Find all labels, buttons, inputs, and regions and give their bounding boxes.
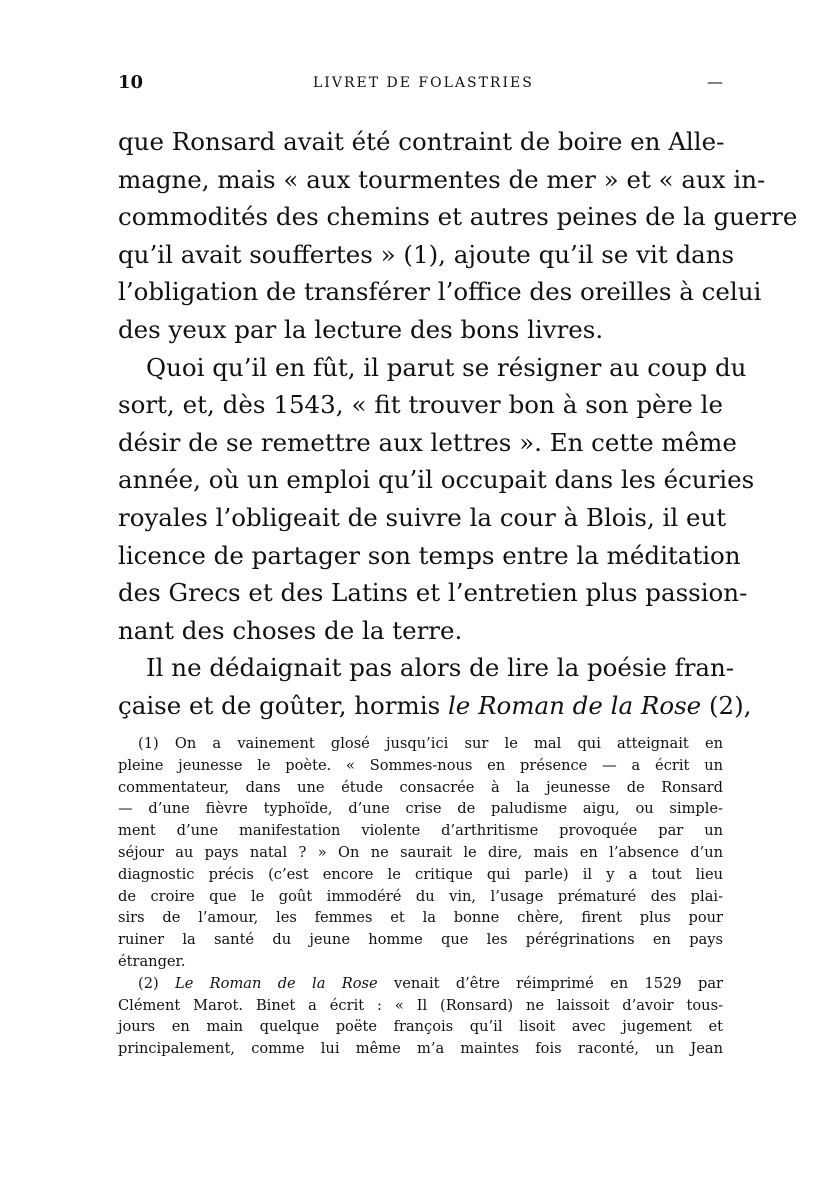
page-header [118,72,723,98]
footnote-line: Clément Marot. Binet a écrit : « Il (Ronsard) ne laissoit d’avoir tous- [118,996,723,1014]
text-line: nant des choses de la terre. [118,615,463,645]
text-line: l’obligation de transférer l’office des oreilles à celui [118,277,762,307]
paragraph-3 [118,649,752,724]
footnotes [118,733,723,1060]
footnote-line: pleine jeunesse le poète. « Sommes-nous en présence — a écrit un [118,756,723,774]
footnote-line: principalement, comme lui même m’a maintes fois raconté, un Jean [118,1040,723,1058]
footnote-line [118,973,723,995]
footnote-line: — d’une fièvre typhoïde, d’une crise de paludisme aigu, ou simple- [118,800,723,818]
text-line [118,687,752,725]
book-title-italic: Le Roman de la Rose [175,974,378,992]
text-line: désir de se remettre aux lettres ». En cette même [118,427,737,457]
text-line: année, où un emploi qu’il occupait dans les écuries [118,465,755,495]
text-line: licence de partager son temps entre la méditation [118,540,741,570]
footnote-line: de croire que le goût immodéré du vin, l’usage prématuré des plai- [118,887,723,905]
text-line: commodités des chemins et autres peines de la guerre [118,202,798,232]
footnote-line: sirs de l’amour, les femmes et la bonne chère, firent plus pour [118,909,723,927]
footnote-2 [118,973,723,1060]
footnote-ref: (2), [701,690,752,720]
paragraph-1 [118,123,798,349]
page-number: 10 [118,72,144,93]
footnote-line: jours en main quelque poëte françois qu’il lisoit avec jugement et [118,1018,723,1036]
text-line: que Ronsard avait été contraint de boire en Alle- [118,127,725,156]
footnote-line: ment d’une manifestation violente d’arthritisme provoquée par un [118,822,723,840]
main-text [118,123,798,725]
footnote-line: commentateur, dans une étude consacrée à la jeunesse de Ronsard [118,778,723,796]
text-line: Il ne dédaignait pas alors de lire la poésie fran- [146,653,735,683]
text-line: magne, mais « aux tourmentes de mer » et « aux in- [118,164,766,194]
footnote-line: étranger. [118,952,186,970]
paragraph-2 [118,349,755,650]
footnote-line: (1) On a vainement glosé jusqu’ici sur le mal qui atteignait en [138,735,723,752]
text-segment: venait d’être réimprimé en 1529 par [377,974,724,992]
text-line: Quoi qu’il en fût, il parut se résigner au coup du [146,352,747,382]
text-line: des yeux par la lecture des bons livres. [118,314,604,344]
footnote-line: ruiner la santé du jeune homme que les pérégrinations en pays [118,931,723,949]
footnote-1 [118,733,723,973]
book-title-italic: le Roman de la Rose [447,690,702,720]
text-line: royales l’obligeait de suivre la cour à Blois, il eut [118,502,727,532]
text-line: des Grecs et des Latins et l’entretien plus passion- [118,578,748,608]
footnote-marker: (2) [138,974,176,992]
text-line: qu’il avait souffertes » (1), ajoute qu’il se vit dans [118,239,735,269]
text-line: sort, et, dès 1543, « fit trouver bon à son père le [118,390,723,420]
running-title: LIVRET DE FOLASTRIES [313,75,534,91]
footnote-line: diagnostic précis (c’est encore le critique qui parle) il y a tout lieu [118,865,723,883]
running-title-dash: — [707,72,723,91]
footnote-line: séjour au pays natal ? » On ne saurait le dire, mais en l’absence d’un [118,843,723,861]
text-segment: çaise et de goûter, hormis [118,690,448,720]
